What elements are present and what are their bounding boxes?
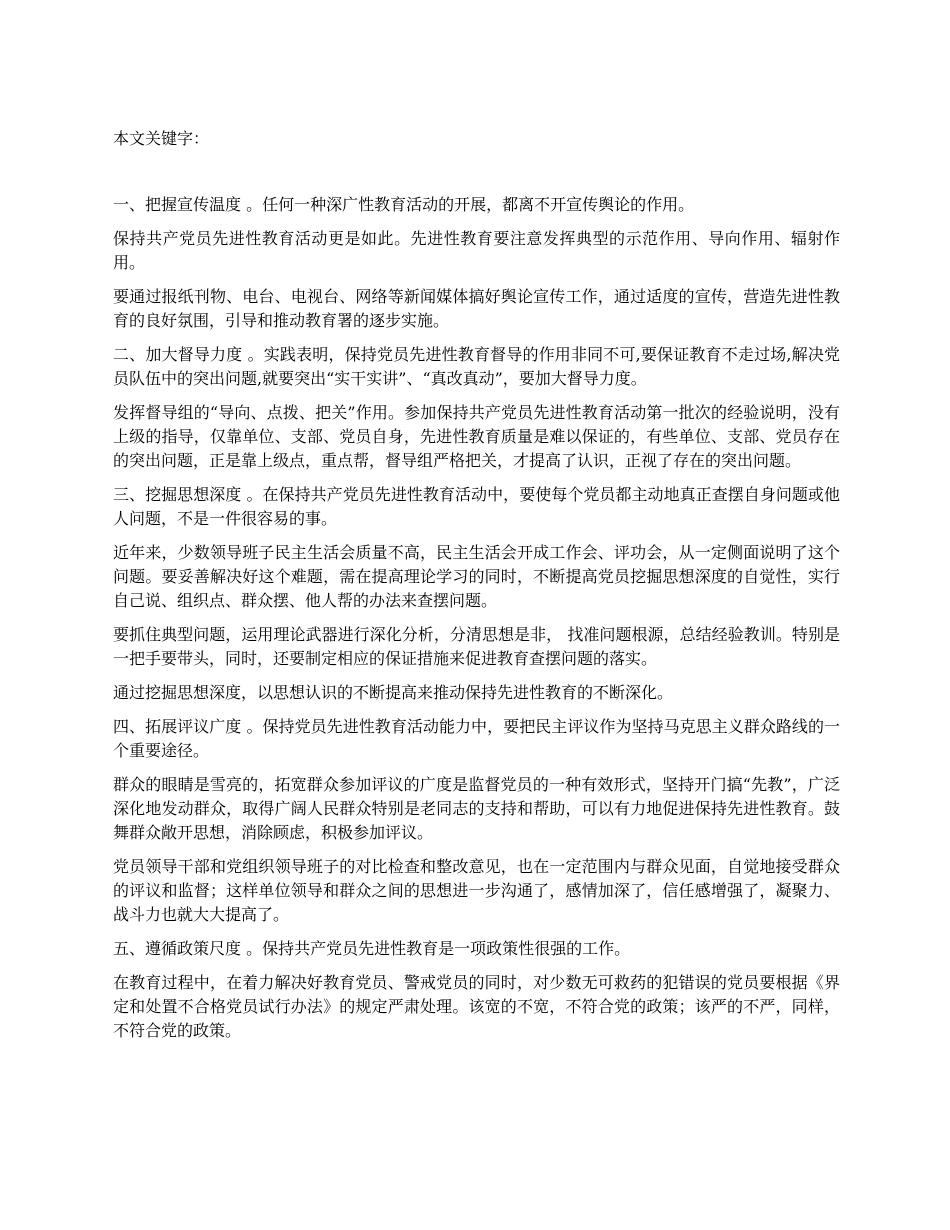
paragraph: 三、挖掘思想深度 。在保持共产党员先进性教育活动中，要使每个党员都主动地真正查摆自身问题或他人问题，不是一件很容易的事。 [113, 485, 840, 528]
paragraph: 要通过报纸刊物、电台、电视台、网络等新闻媒体搞好舆论宣传工作，通过适度的宣传，营造先进性教育的良好氛围，引导和推动教育署的逐步实施。 [113, 287, 840, 330]
paragraph: 群众的眼睛是雪亮的，拓宽群众参加评议的广度是监督党员的一种有效形式，坚持开门搞“先教”，广泛深化地发动群众，取得广阔人民群众特别是老同志的支持和帮助，可以有力地促进保持先进性教育。鼓舞群众敞开思想，消除顾虑，积极参加评议。 [113, 775, 840, 842]
paragraph: 发挥督导组的“导向、点拨、把关”作用。参加保持共产党员先进性教育活动第一批次的经验说明，没有上级的指导，仅靠单位、支部、党员自身，先进性教育质量是难以保证的，有些单位、支部、党员存在的突出问题，正是靠上级点，重点帮，督导组严格把关，才提高了认识，正视了存在的突出问题。 [113, 403, 840, 470]
paragraph: 要抓住典型问题，运用理论武器进行深化分析，分清思想是非， 找准问题根源，总结经验教训。特别是一把手要带头，同时，还要制定相应的保证措施来促进教育查摆问题的落实。 [113, 625, 840, 668]
paragraph: 保持共产党员先进性教育活动更是如此。先进性教育要注意发挥典型的示范作用、导向作用、辐射作用。 [113, 229, 840, 272]
paragraph: 五、遵循政策尺度 。保持共产党员先进性教育是一项政策性很强的工作。 [113, 939, 631, 958]
paragraph: 四、拓展评议广度 。保持党员先进性教育活动能力中，要把民主评议作为坚持马克思主义群众路线的一个重要途径。 [113, 717, 840, 760]
paragraph: 一、把握宣传温度 。任何一种深广性教育活动的开展，都离不开宣传舆论的作用。 [113, 195, 695, 214]
paragraph: 在教育过程中，在着力解决好教育党员、警戒党员的同时，对少数无可救药的犯错误的党员要根据《界定和处置不合格党员试行办法》的规定严肃处理。该宽的不宽，不符合党的政策；该严的不严，同样，不符合党的政策。 [113, 973, 840, 1040]
document-body [113, 127, 840, 1053]
paragraph: 近年来，少数领导班子民主生活会质量不高，民主生活会开成工作会、评功会，从一定侧面说明了这个问题。要妥善解决好这个难题，需在提高理论学习的同时，不断提高党员挖掘思想深度的自觉性，实行自己说、组织点、群众摆、他人帮的办法来查摆问题。 [113, 543, 840, 610]
paragraph: 党员领导干部和党组织领导班子的对比检查和整改意见，也在一定范围内与群众见面，自觉地接受群众的评议和监督；这样单位领导和群众之间的思想进一步沟通了，感情加深了，信任感增强了，凝聚力、战斗力也就大大提高了。 [113, 857, 840, 924]
paragraph: 二、加大督导力度 。实践表明，保持党员先进性教育督导的作用非同不可,要保证教育不走过场,解决党员队伍中的突出问题,就要突出“实干实讲”、“真改真动”，要加大督导力度。 [113, 345, 840, 388]
paragraph: 通过挖掘思想深度，以思想认识的不断提高来推动保持先进性教育的不断深化。 [113, 683, 674, 702]
keywords-label: 本文关键字： [113, 129, 210, 148]
